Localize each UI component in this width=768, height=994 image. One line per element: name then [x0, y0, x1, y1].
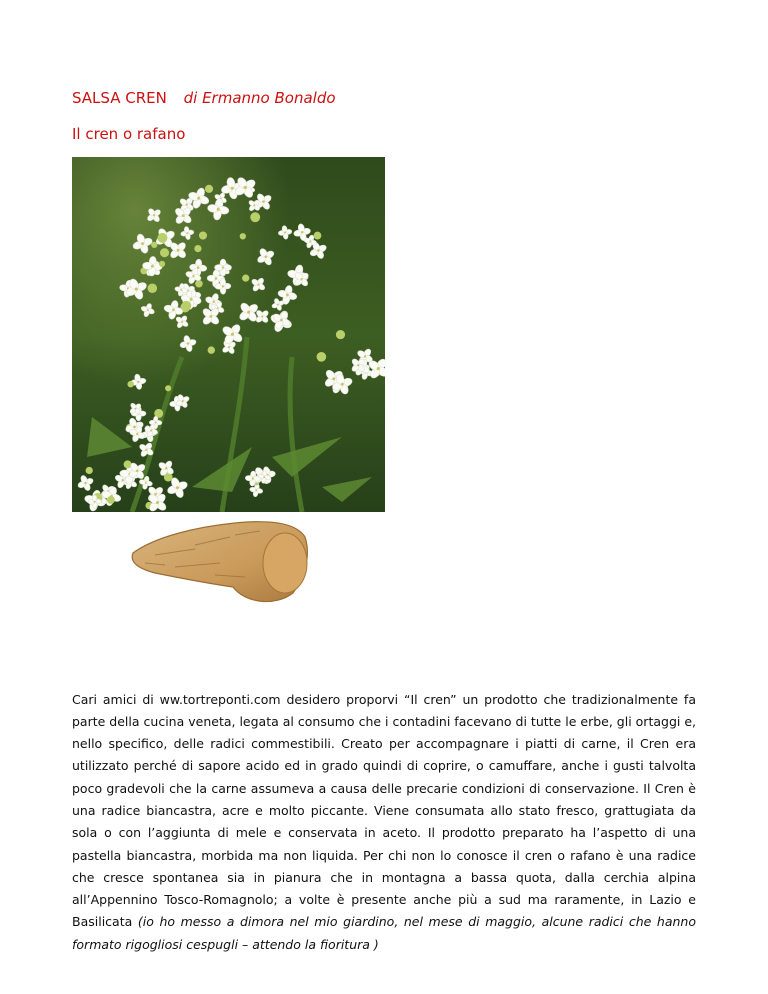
- body-text: Cari amici di ww.tortreponti.com desidero proporvi “Il cren” un prodotto che tradizionalmente fa parte della cucina veneta, legata al consumo che i contadini facevano di tutte le erbe, gli ortaggi e, nello specifico, delle radici commestibili. Creato per accompagnare i piatti di carne, il Cren era utilizzato perché di sapore acido ed in grado quindi di coprire, o camuffare, anche i gusti talvolta poco gradevoli che la carne assumeva a causa delle precarie condizioni di conservazione. Il Cren è una radice biancastra, acre e molto piccante. Viene consumata allo stato fresco, grattugiata da sola o con l’aggiunta di mele e conservata in aceto. Il prodotto preparato ha l’aspetto di una pastella biancastra, morbida ma non liquida. Per chi non lo conosce il cren o rafano è una radice che cresce spontanea sia in pianura che in montagna a bassa quota, dalla cerchia alpina all’Appennino Tosco-Romagnolo; a volte è presente anche più a sud ma raramente, in Lazio e Basilicata: [72, 691, 696, 930]
- body-paragraph: [72, 689, 696, 957]
- document-title: [72, 89, 336, 107]
- title-text: SALSA CREN: [72, 89, 167, 107]
- flower-photo: [72, 157, 385, 512]
- section-heading: Il cren o rafano: [72, 125, 186, 143]
- root-photo: [125, 515, 310, 610]
- author-note: (io ho messo a dimora nel mio giardino, nel mese di maggio, alcune radici che hanno formato rigogliosi cespugli – attendo la fioritura ): [72, 914, 696, 952]
- author-byline: di Ermanno Bonaldo: [183, 89, 336, 107]
